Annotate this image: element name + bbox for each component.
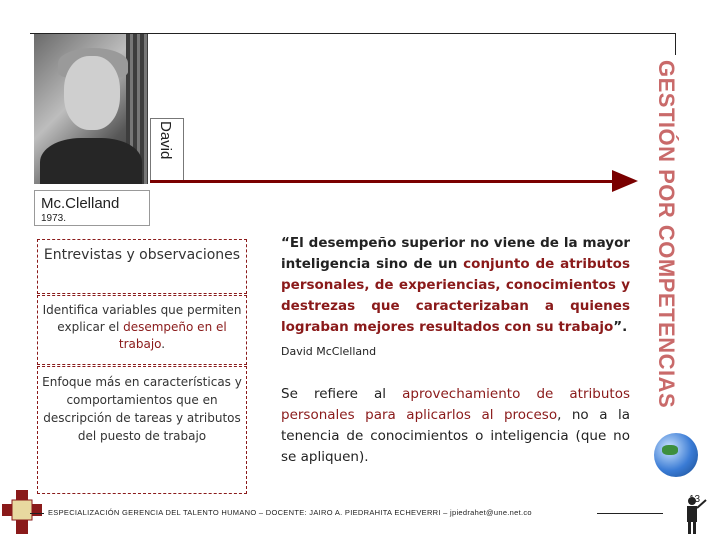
- name-box: [34, 190, 150, 226]
- box-focus: [37, 366, 247, 494]
- globe-icon: [654, 433, 698, 477]
- box-variables: [37, 295, 247, 365]
- footer-rule-left: [30, 513, 44, 514]
- box-interviews: [37, 239, 247, 294]
- quote-part2: ”.: [613, 319, 628, 335]
- desc-part1: Se refiere al: [281, 386, 403, 402]
- desc-part2: , no a la tenencia de conocimientos o inteligencia (que no se apliquen).: [281, 407, 630, 465]
- timeline-arrow-head: [612, 170, 638, 192]
- box-focus-text: Enfoque más en características y comportamientos que en descripción de tareas y atributos del puesto de trabajo: [42, 375, 242, 443]
- quote-highlight: conjunto de atributos personales, de experiencias, conocimientos y destrezas que caracterizaban a quienes lograban mejores resultados con su trabajo: [281, 256, 630, 335]
- footer-rule-right: [597, 513, 663, 514]
- quote-author: David McClelland: [281, 345, 377, 358]
- box-variables-highlight: desempeño en el trabajo: [118, 320, 227, 351]
- side-title: [653, 60, 689, 420]
- portrait-photo: [34, 34, 148, 184]
- box-variables-text: [38, 296, 246, 353]
- footer-text: ESPECIALIZACIÓN GERENCIA DEL TALENTO HUMANO – DOCENTE: JAIRO A. PIEDRAHITA ECHEVERRI – jpiedrahet@une.net.co: [48, 508, 532, 517]
- right-rule: [675, 33, 676, 55]
- person-name: Mc.Clelland: [41, 195, 120, 212]
- box-variables-prefix: Identifica variables que permiten explicar el: [42, 303, 242, 334]
- side-title-text: GESTIÓN POR COMPETENCIAS: [654, 60, 679, 409]
- quote-part1: “El desempeño superior no viene de la mayor inteligencia sino de un: [281, 235, 630, 272]
- quote-text: [281, 233, 630, 338]
- year-label: 1973.: [41, 213, 67, 224]
- vertical-name-box: [150, 118, 184, 182]
- cross-logo-icon: [2, 490, 42, 534]
- page-number: 13: [689, 494, 701, 505]
- box-variables-suffix: .: [161, 337, 166, 351]
- box-interviews-text: Entrevistas y observaciones: [43, 247, 241, 263]
- timeline-arrow-shaft: [150, 180, 616, 183]
- desc-highlight: aprovechamiento de atributos personales para aplicarlos al proceso: [281, 386, 630, 423]
- description-text: [281, 384, 630, 468]
- vertical-name: David: [157, 121, 174, 160]
